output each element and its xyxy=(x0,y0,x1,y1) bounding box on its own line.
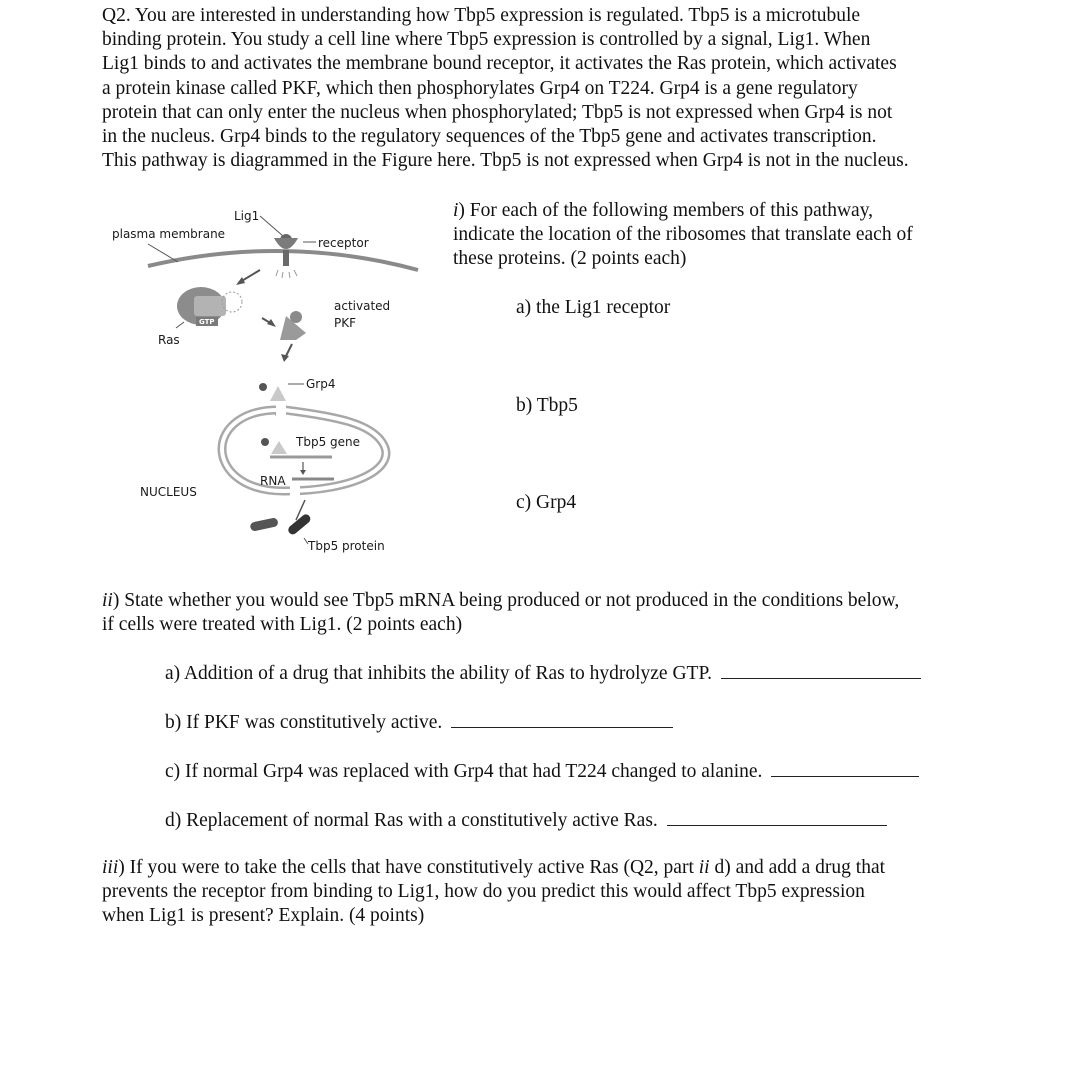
part-ii-item-text: d) Replacement of normal Ras with a constitutively active Ras. xyxy=(165,810,658,831)
part-iii-line: ) If you were to take the cells that have constitutively active Ras (Q2, part xyxy=(118,857,699,878)
activated-label: activated xyxy=(334,299,391,313)
pathway-figure xyxy=(100,198,440,568)
grp4-bound xyxy=(271,441,287,454)
pkf-label: PKF xyxy=(334,316,357,330)
part-i-line: indicate the location of the ribosomes that translate each of xyxy=(453,224,913,245)
part-ii-item-b xyxy=(165,709,673,735)
answer-blank-ii-c[interactable] xyxy=(771,758,919,777)
intro-line: in the nucleus. Grp4 binds to the regulatory sequences of the Tbp5 gene and activates transcription. xyxy=(102,126,877,148)
intro-line: Q2. You are interested in understanding how Tbp5 expression is regulated. Tbp5 is a microtubule xyxy=(102,5,861,26)
nucleus-label: NUCLEUS xyxy=(140,485,197,499)
ras-pointer xyxy=(176,322,184,328)
arrow-head xyxy=(281,354,289,362)
part-iii-marker: iii xyxy=(102,857,119,878)
part-ii-prompt xyxy=(102,589,899,637)
part-iii-line: d) and add a drug that xyxy=(709,857,886,878)
intro-line: This pathway is diagrammed in the Figure here. Tbp5 is not expressed when Grp4 is not in the nucleus. xyxy=(102,150,909,172)
part-i-marker: i xyxy=(453,200,459,221)
plasma-membrane-label: plasma membrane xyxy=(112,227,226,241)
phosphate-cytoplasm xyxy=(259,383,267,391)
part-ii-item-a xyxy=(165,660,921,686)
pkf-head xyxy=(290,311,302,323)
part-iii-italic-ref: ii xyxy=(698,857,710,878)
arrow-head xyxy=(267,319,276,327)
receptor-activation-rays xyxy=(276,270,297,278)
receptor-stalk xyxy=(283,250,289,266)
answer-blank-ii-d[interactable] xyxy=(667,807,887,826)
part-i-line: these proteins. (2 points each) xyxy=(453,248,687,269)
pathway-diagram xyxy=(100,198,440,568)
grp4-protein xyxy=(270,386,286,401)
part-i-item-a: a) the Lig1 receptor xyxy=(516,297,671,318)
phosphate-nucleus xyxy=(261,438,269,446)
part-ii-line: if cells were treated with Lig1. (2 points each) xyxy=(102,614,463,635)
answer-blank-ii-b[interactable] xyxy=(451,709,673,728)
plasma-membrane-pointer xyxy=(148,244,178,262)
intro-line: Lig1 binds to and activates the membrane bound receptor, it activates the Ras protein, which activates xyxy=(102,53,897,75)
part-ii-item-c xyxy=(165,758,919,784)
arrow-head xyxy=(236,277,245,285)
ras-label: Ras xyxy=(158,333,180,347)
part-ii-line: ) State whether you would see Tbp5 mRNA being produced or not produced in the conditions below, xyxy=(112,590,900,611)
part-i-line: ) For each of the following members of this pathway, xyxy=(458,200,874,221)
part-ii-marker: ii xyxy=(102,590,113,611)
intro-line: binding protein. You study a cell line where Tbp5 expression is controlled by a signal, Lig1. When xyxy=(102,29,871,51)
tbp5-gene-label: Tbp5 gene xyxy=(296,435,361,449)
part-i-item-b: b) Tbp5 xyxy=(516,395,578,416)
intro-line: a protein kinase called PKF, which then phosphorylates Grp4 on T224. Grp4 is a gene regulatory xyxy=(102,77,858,99)
part-ii-item-text: b) If PKF was constitutively active. xyxy=(165,712,443,733)
intro-line: protein that can only enter the nucleus when phosphorylated; Tbp5 is not expressed when Grp4 is not xyxy=(102,101,893,123)
lig1-label: Lig1 xyxy=(234,209,260,223)
ras-domain xyxy=(194,296,226,316)
ribosome xyxy=(249,517,278,532)
tbp5-protein-label: Tbp5 protein xyxy=(308,539,385,553)
question-intro xyxy=(102,4,1002,173)
nuclear-pore-top xyxy=(276,404,286,420)
part-ii-item-text: a) Addition of a drug that inhibits the ability of Ras to hydrolyze GTP. xyxy=(165,663,713,684)
arrow-head xyxy=(300,470,306,475)
part-ii-item-text: c) If normal Grp4 was replaced with Grp4 that had T224 changed to alanine. xyxy=(165,761,763,782)
gtp-label: GTP xyxy=(199,318,215,326)
rna-label: RNA xyxy=(260,474,286,488)
part-iii-prompt xyxy=(102,856,885,928)
part-i-prompt xyxy=(453,199,913,271)
part-i-item-c: c) Grp4 xyxy=(516,492,577,513)
arrow-pkf-to-grp4 xyxy=(286,344,292,356)
receptor-label: receptor xyxy=(318,236,369,250)
answer-blank-ii-a[interactable] xyxy=(721,660,921,679)
receptor-shape xyxy=(274,238,298,249)
part-iii-line: prevents the receptor from binding to Lig1, how do you predict this would affect Tbp5 expression xyxy=(102,881,865,902)
nuclear-pore-bottom xyxy=(290,484,300,500)
lig1-pointer xyxy=(260,216,283,236)
grp4-label: Grp4 xyxy=(306,377,336,391)
tbp5-protein-shape xyxy=(286,513,312,537)
part-iii-line: when Lig1 is present? Explain. (4 points) xyxy=(102,905,425,926)
part-ii-item-d xyxy=(165,807,887,833)
